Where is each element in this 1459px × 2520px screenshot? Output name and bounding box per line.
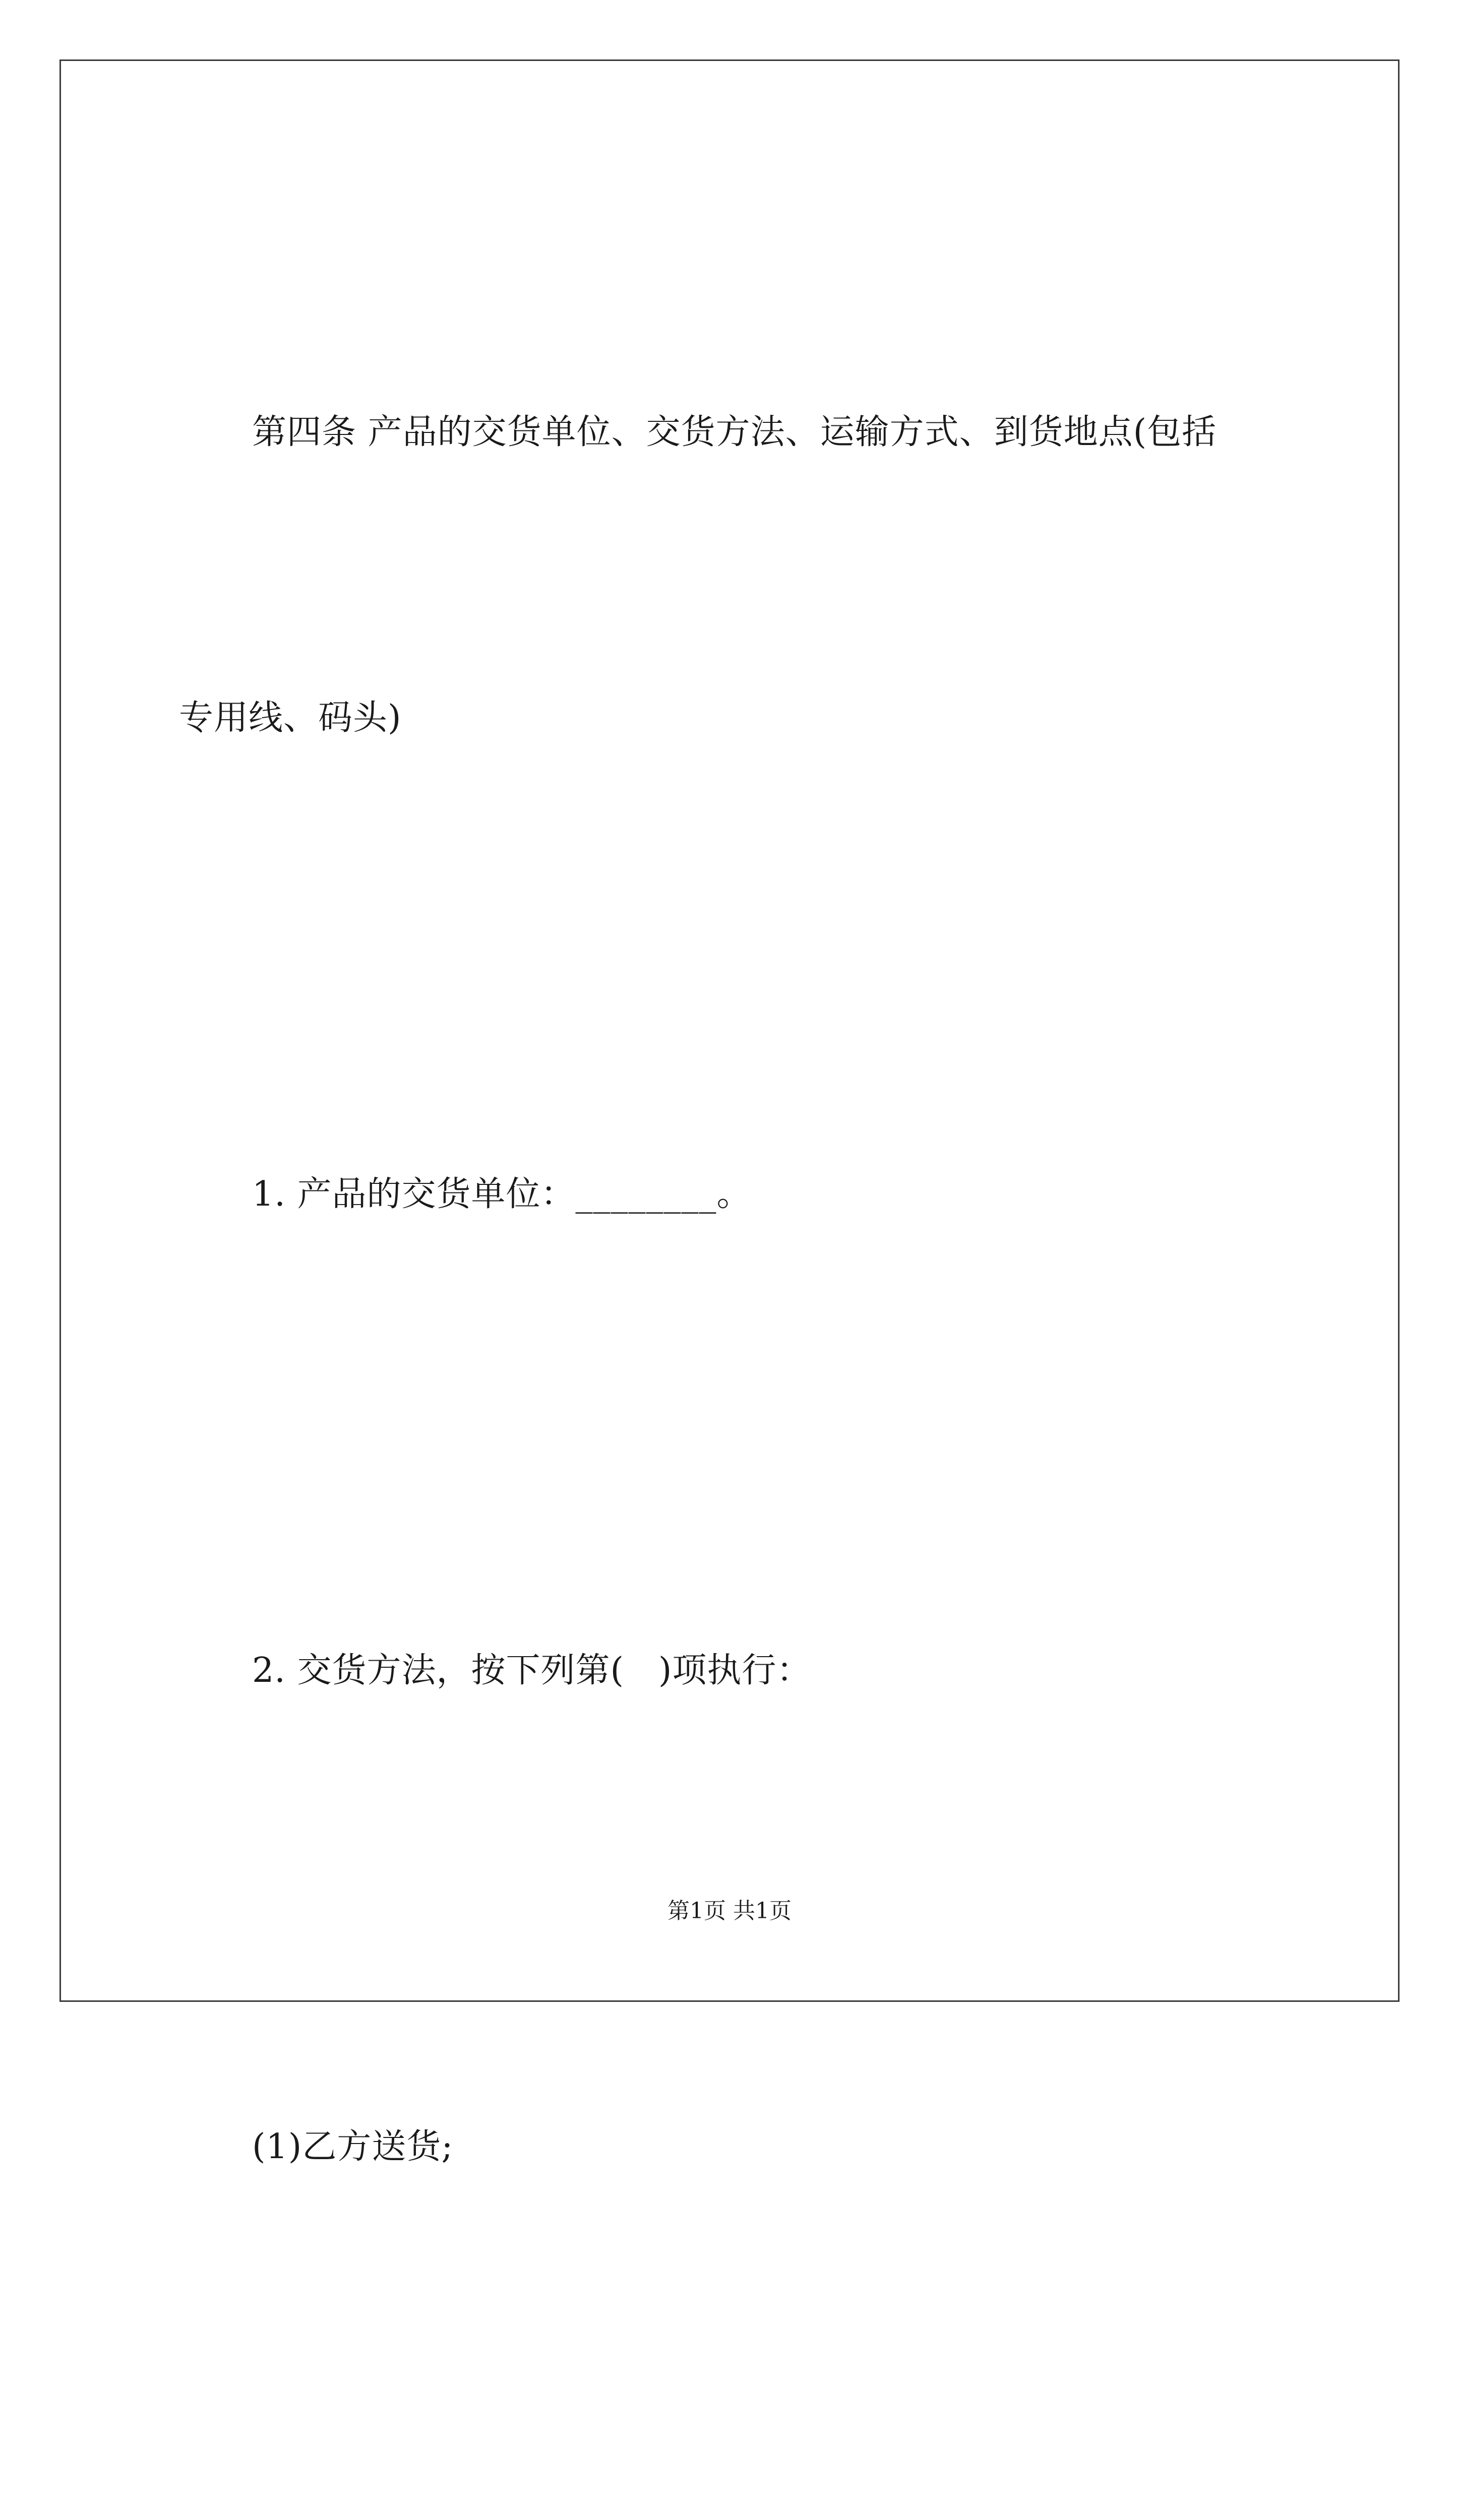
text-line: 1. 产品的交货单位：________。 [252, 1174, 752, 1214]
text-line: (1)乙方送货; [252, 2127, 454, 2167]
text-line: 2. 交货方法，按下列第( )项执行： [252, 1651, 812, 1690]
article-4-heading [179, 194, 1288, 956]
text-line: 第四条 产品的交货单位、交货方法、运输方式、到货地点(包括 [252, 412, 1217, 452]
option-1 [179, 1909, 1288, 2385]
item-2 [179, 1432, 1288, 1909]
page-footer: 第1页 共1页 [667, 1898, 792, 1924]
document-body [179, 194, 1288, 2520]
option-2 [179, 2385, 1288, 2520]
text-line: 专用线、码头) [179, 698, 402, 738]
item-1 [179, 956, 1288, 1432]
